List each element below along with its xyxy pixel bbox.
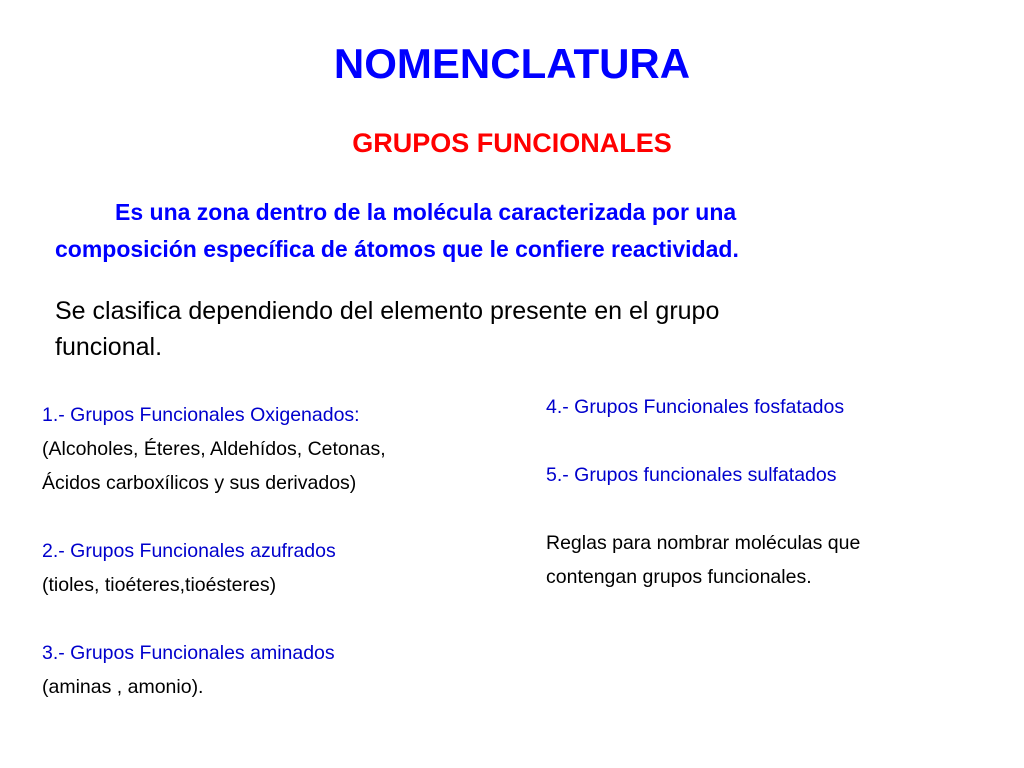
rules-line-1: Reglas para nombrar moléculas que	[546, 532, 861, 554]
definition-paragraph	[55, 194, 985, 268]
definition-line-1: Es una zona dentro de la molécula caracterizada por una	[115, 199, 737, 225]
list-spacer	[42, 500, 522, 534]
definition-line-2: composición específica de átomos que le confiere reactividad.	[55, 236, 739, 262]
list-spacer	[42, 602, 522, 636]
classification-line-1: Se clasifica dependiendo del elemento presente en el grupo	[55, 297, 720, 325]
list-spacer	[546, 424, 1006, 458]
slide-title: NOMENCLATURA	[333, 40, 691, 87]
rules-line-2: contengan grupos funcionales.	[546, 566, 812, 588]
group-5-heading: 5.- Grupos funcionales sulfatados	[546, 464, 837, 486]
group-1-heading: 1.- Grupos Funcionales Oxigenados:	[42, 404, 360, 426]
group-2-heading: 2.- Grupos Funcionales azufrados	[42, 540, 336, 562]
group-1-detail-1: (Alcoholes, Éteres, Aldehídos, Cetonas,	[42, 438, 386, 460]
left-group-list	[42, 398, 522, 704]
right-group-list	[546, 390, 1006, 594]
slide-subtitle: GRUPOS FUNCIONALES	[352, 128, 672, 158]
classification-paragraph	[55, 293, 955, 365]
group-2-detail-1: (tioles, tioéteres,tioésteres)	[42, 574, 277, 596]
classification-line-2: funcional.	[55, 333, 163, 361]
group-1-detail-2: Ácidos carboxílicos y sus derivados)	[42, 472, 357, 494]
group-3-detail-1: (aminas , amonio).	[42, 676, 204, 698]
group-4-heading: 4.- Grupos Funcionales fosfatados	[546, 396, 845, 418]
group-3-heading: 3.- Grupos Funcionales aminados	[42, 642, 335, 664]
list-spacer	[546, 492, 1006, 526]
